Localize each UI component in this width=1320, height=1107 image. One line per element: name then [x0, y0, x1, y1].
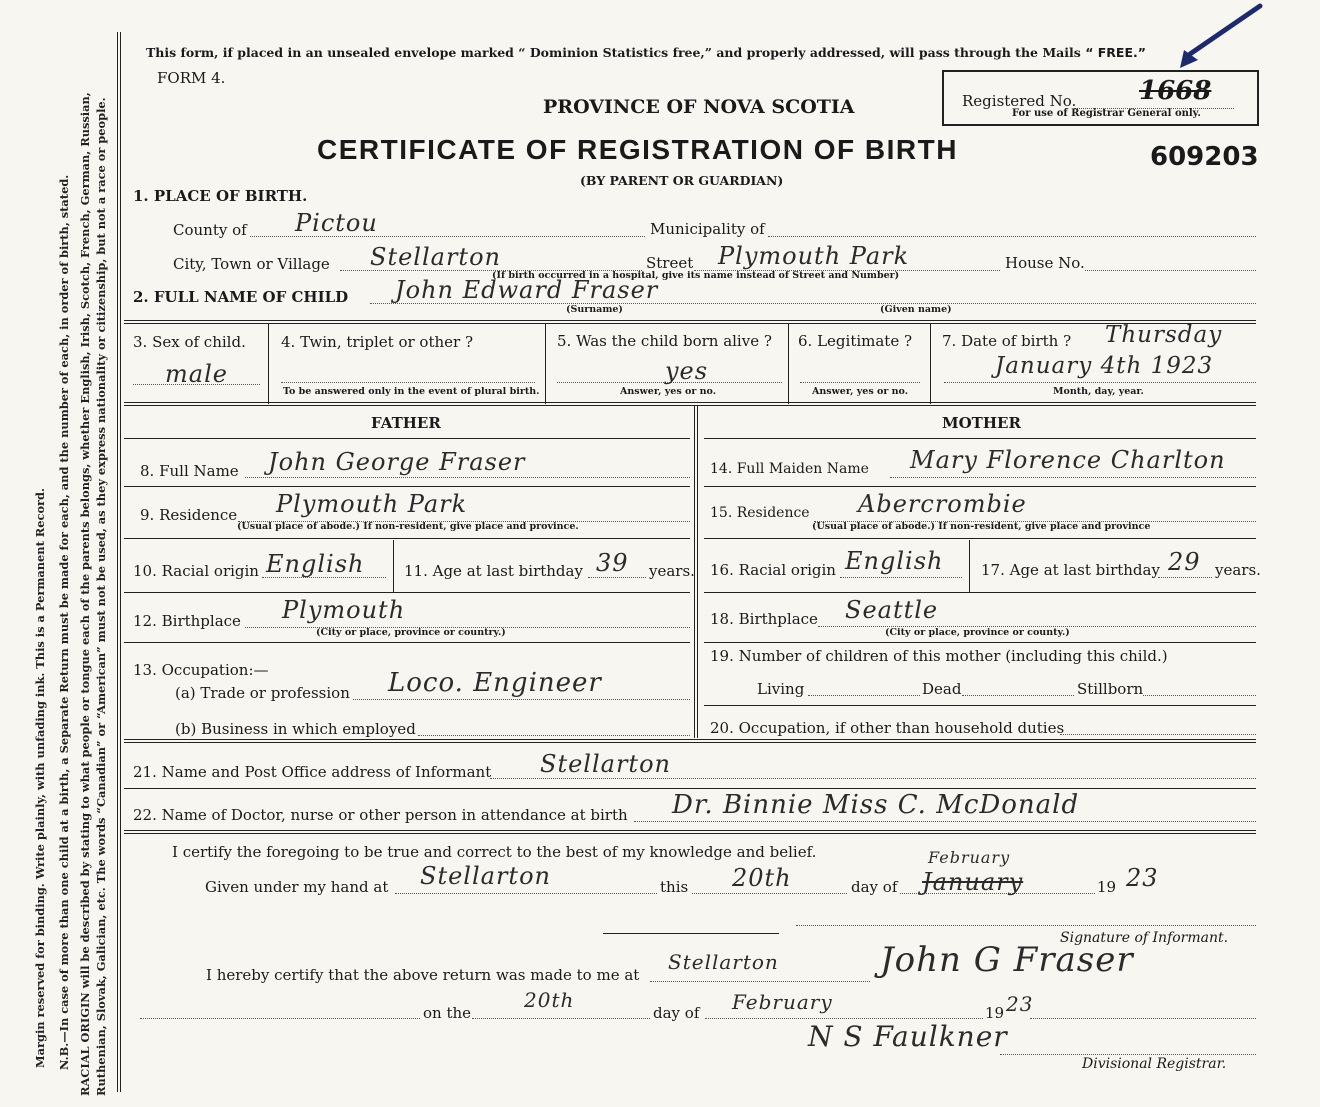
given-place-value: Stellarton [420, 862, 551, 890]
father-bp-label: 12. Birthplace [133, 612, 241, 630]
dob-label: 7. Date of birth ? [942, 332, 1072, 350]
father-race-label: 10. Racial origin [133, 562, 259, 580]
attendant-value: Dr. Binnie Miss C. McDonald [672, 790, 1080, 820]
surname-note: (Surname) [566, 304, 623, 315]
alive-value: yes [665, 357, 709, 385]
rule-legit [930, 324, 931, 404]
on-day-line [472, 1018, 650, 1019]
sig-line [796, 925, 1256, 926]
mother-race-line [840, 577, 962, 578]
return-line [650, 981, 870, 982]
province-title: PROVINCE OF NOVA SCOTIA [543, 96, 855, 118]
on-the-label: on the [423, 1004, 472, 1022]
father-age-value: 39 [596, 549, 629, 577]
year2-value: 23 [1006, 992, 1034, 1016]
mother-race-label: 16. Racial origin [710, 561, 836, 579]
registered-value: 1668 [1139, 76, 1212, 106]
on-month-line [705, 1018, 983, 1019]
sex-value: male [165, 360, 228, 388]
rule-10-bottom [124, 592, 690, 593]
legit-note: Answer, yes or no. [812, 386, 909, 397]
father-race-value: English [266, 550, 365, 578]
street-value: Plymouth Park [718, 242, 910, 270]
father-name-line [245, 477, 690, 478]
municipality-line [768, 236, 1256, 237]
legit-line [800, 382, 920, 383]
mother-res-note: (Usual place of abode.) If non-resident, give place and province [812, 521, 1151, 532]
father-trade-line [353, 699, 690, 700]
rule-row3-bottom [124, 402, 1256, 406]
county-value: Pictou [295, 209, 378, 237]
rule-heading-right [704, 438, 1256, 439]
father-res-note: (Usual place of abode.) If non-resident, give place and province. [237, 521, 579, 532]
alive-note: Answer, yes or no. [620, 386, 717, 397]
given-note: (Given name) [880, 304, 952, 315]
legit-label: 6. Legitimate ? [798, 332, 913, 350]
dob-note: Month, day, year. [1053, 386, 1144, 397]
rule-19-bottom [704, 705, 1256, 706]
registrar-caption: Divisional Registrar. [1082, 1056, 1227, 1072]
registrar-line [1000, 1054, 1256, 1055]
dob-value: January 4th 1923 [995, 353, 1214, 379]
year2-line [1030, 1018, 1256, 1019]
mother-age-line [1158, 577, 1212, 578]
dob-line [944, 382, 1256, 383]
mother-age-value: 29 [1168, 548, 1201, 576]
father-name-label: 8. Full Name [140, 462, 239, 480]
rule-heading-left [124, 438, 690, 439]
registrar-note: For use of Registrar General only. [1012, 108, 1201, 119]
month-value: February [928, 848, 1011, 867]
mother-race-value: English [845, 547, 944, 575]
sig-caption: Signature of Informant. [1060, 930, 1229, 946]
side-note-3: RACIAL ORIGIN will be described by stating to what people or tongue each of the parents belongs, whether English, Irish, Scotch, French, German, Russian, [78, 92, 92, 1096]
rule-14-bottom [704, 486, 1256, 487]
rule-16-bottom [704, 592, 1256, 593]
mother-bp-value: Seattle [845, 596, 939, 624]
father-age-line [588, 577, 646, 578]
mother-heading: MOTHER [942, 414, 1021, 432]
rule-16-17 [969, 540, 970, 592]
father-res-label: 9. Residence [140, 506, 238, 524]
rule-twin [545, 324, 546, 404]
father-business-label: (b) Business in which employed [175, 720, 416, 738]
rule-21-bottom [124, 788, 1256, 789]
dead-label: Dead [922, 680, 962, 698]
attendant-line [634, 821, 1256, 822]
living-line [808, 695, 920, 696]
form-number: FORM 4. [157, 69, 226, 87]
child-name-value: John Edward Fraser [395, 276, 659, 304]
mother-name-value: Mary Florence Charlton [910, 446, 1226, 474]
margin-rule [117, 32, 121, 1092]
registrar-sig: N S Faulkner [808, 1020, 1008, 1053]
informant-value: Stellarton [540, 750, 671, 778]
stillborn-label: Stillborn [1077, 680, 1144, 698]
day-of2-label: day of [653, 1004, 700, 1022]
twin-label: 4. Twin, triplet or other ? [281, 333, 473, 351]
mother-years: years. [1215, 561, 1261, 579]
twin-note: To be answered only in the event of plural birth. [283, 386, 540, 397]
twin-line [281, 382, 535, 383]
child-name-label: 2. FULL NAME OF CHILD [133, 288, 349, 306]
day-of-label: day of [851, 878, 898, 896]
ink-mark [1170, 2, 1265, 72]
street-label: Street [646, 254, 694, 272]
father-trade-label: (a) Trade or profession [175, 684, 350, 702]
father-bp-value: Plymouth [282, 596, 406, 624]
rule-row3-top [124, 320, 1256, 324]
certificate-title: CERTIFICATE OF REGISTRATION OF BIRTH [317, 134, 958, 165]
rule-18-bottom [704, 642, 1256, 643]
father-business-line [418, 735, 690, 736]
rule-15-bottom [704, 538, 1256, 539]
hospital-note: (If birth occurred in a hospital, give its name instead of Street and Number) [492, 270, 900, 281]
month-struck: January [922, 868, 1024, 896]
rule-9-bottom [124, 538, 690, 539]
rule-12-bottom [124, 642, 690, 643]
certificate-subtitle: (BY PARENT OR GUARDIAN) [580, 173, 784, 188]
this-label: this [660, 878, 689, 896]
given-label: Given under my hand at [205, 878, 389, 896]
rule-10-11 [393, 540, 394, 592]
municipality-label: Municipality of [650, 220, 765, 238]
side-note-1: Margin reserved for binding. Write plainly, with unfading ink. This is a Permanent Record. [33, 488, 47, 1068]
rule-8-bottom [124, 486, 690, 487]
side-note-4: Ruthenian, Slovak, Galician, etc. The words “Canadian” or “American” must not be used, as they express nationality or citizenship, but not a race or people. [94, 97, 108, 1096]
mother-occ-label: 20. Occupation, if other than household duties [710, 719, 1065, 737]
side-note-2: N.B.—In case of more than one child at a birth, a Separate Return must be made for each, and the number of each, in order of birth, stated. [57, 174, 71, 1070]
mother-res-value: Abercrombie [858, 490, 1027, 518]
rule-13-bottom [124, 739, 1256, 743]
given-place-line [395, 893, 657, 894]
mother-bp-label: 18. Birthplace [710, 610, 818, 628]
mother-bp-note: (City or place, province or county.) [885, 627, 1070, 638]
return-label: I hereby certify that the above return was made to me at [206, 966, 640, 984]
on-the-pre-line [140, 1018, 420, 1019]
informant-label: 21. Name and Post Office address of Informant [133, 763, 492, 781]
day-value: 20th [732, 864, 792, 892]
rule-alive [788, 324, 789, 404]
informant-sig: John G Fraser [880, 940, 1134, 980]
year2-prefix: 19 [985, 1004, 1005, 1022]
rule-22-bottom [124, 830, 1256, 834]
mother-occ-line [1060, 734, 1256, 735]
dob-day: Thursday [1105, 322, 1223, 348]
father-age-label: 11. Age at last birthday [404, 562, 583, 580]
mother-age-label: 17. Age at last birthday [981, 561, 1160, 579]
registered-box [942, 70, 1259, 126]
sig-rule-left [603, 933, 779, 934]
day-line [692, 893, 847, 894]
stillborn-line [1143, 695, 1256, 696]
city-label: City, Town or Village [173, 255, 330, 273]
father-res-value: Plymouth Park [276, 490, 468, 518]
mail-notice: This form, if placed in an unsealed envelope marked “ Dominion Statistics free,” and properly addressed, will pass through the Mails “ FREE.” [146, 45, 1146, 60]
certificate-number: 609203 [1150, 142, 1259, 172]
house-line [1085, 270, 1256, 271]
house-label: House No. [1005, 254, 1085, 272]
certify-text: I certify the foregoing to be true and correct to the best of my knowledge and belief. [172, 843, 817, 861]
father-occ-label: 13. Occupation:— [133, 661, 269, 679]
county-label: County of [173, 221, 247, 239]
attendant-label: 22. Name of Doctor, nurse or other person in attendance at birth [133, 806, 628, 824]
mother-name-line [890, 477, 1256, 478]
year-value: 23 [1126, 864, 1159, 892]
place-heading: 1. PLACE OF BIRTH. [133, 187, 308, 205]
alive-label: 5. Was the child born alive ? [557, 332, 772, 350]
father-trade-value: Loco. Engineer [388, 668, 602, 698]
city-value: Stellarton [370, 243, 501, 271]
year-prefix: 19 [1097, 878, 1117, 896]
rule-sex [268, 324, 269, 404]
dead-line [962, 695, 1074, 696]
informant-line [490, 778, 1256, 779]
father-heading: FATHER [371, 414, 441, 432]
mother-children-label: 19. Number of children of this mother (including this child.) [710, 647, 1168, 665]
living-label: Living [757, 680, 805, 698]
on-month-value: February [732, 990, 833, 1014]
father-bp-note: (City or place, province or country.) [316, 627, 506, 638]
mother-name-label: 14. Full Maiden Name [710, 461, 869, 477]
sex-label: 3. Sex of child. [133, 333, 246, 351]
registered-label: Registered No. [962, 92, 1077, 110]
mother-res-label: 15. Residence [710, 505, 810, 521]
on-day-value: 20th [524, 988, 575, 1012]
return-place: Stellarton [668, 950, 779, 974]
father-years: years. [649, 562, 695, 580]
father-name-value: John George Fraser [268, 448, 526, 476]
